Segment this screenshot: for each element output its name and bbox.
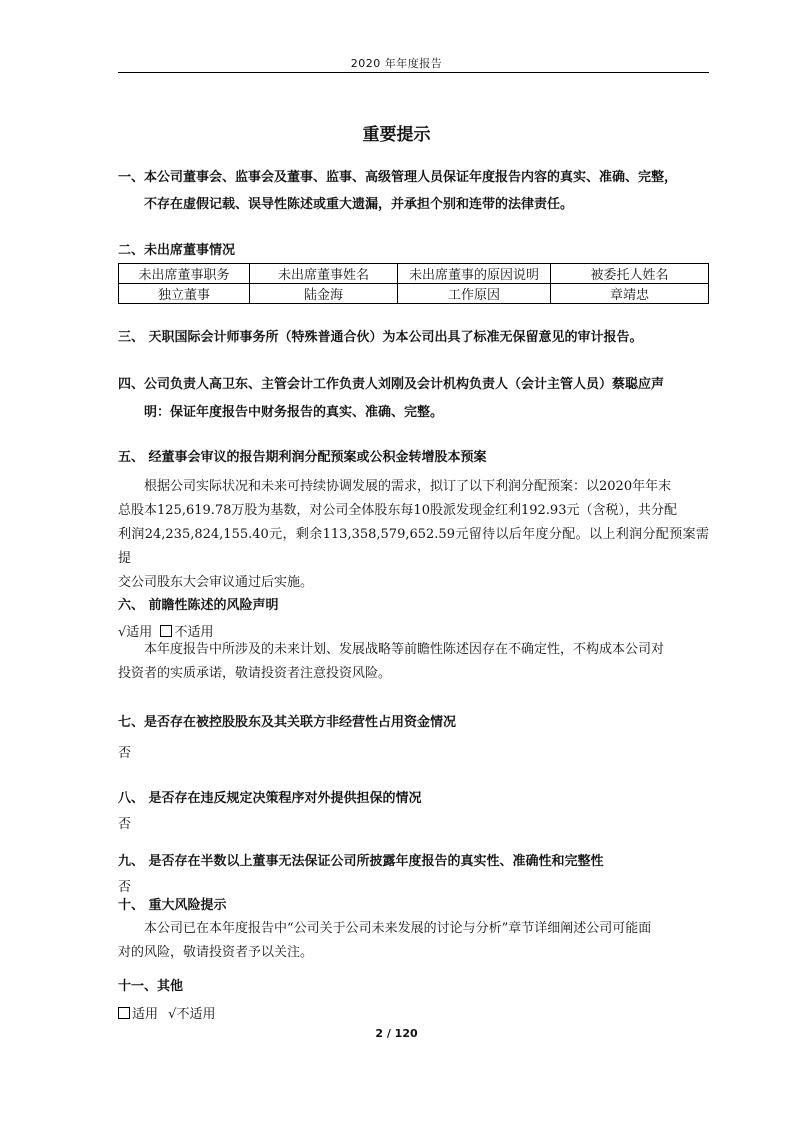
section-5-line: 总股本125,619.78万股为基数，对公司全体股东每10股派发现金红利192.93元（含税），共分配 — [118, 503, 677, 518]
check-mark-icon: √ — [118, 625, 127, 640]
table-header-cell: 未出席董事的原因说明 — [398, 264, 551, 284]
check-mark-icon: √ — [168, 1007, 177, 1022]
section-6-line: 本年度报告中所涉及的未来计划、发展战略等前瞻性陈述因存在不确定性，不构成本公司对 — [144, 642, 665, 657]
section-11-options — [118, 1003, 215, 1022]
section-11-heading: 十一、其他 — [118, 979, 184, 994]
page-title: 重要提示 — [362, 125, 431, 145]
section-10-heading: 十、 重大风险提示 — [118, 898, 227, 913]
option-not-applicable-label: 不适用 — [174, 625, 214, 640]
section-6-heading: 六、 前瞻性陈述的风险声明 — [118, 598, 279, 613]
section-7-heading: 七、是否存在被控股股东及其关联方非经营性占用资金情况 — [118, 715, 457, 730]
section-4-line-1: 四、公司负责人高卫东、主管会计工作负责人刘刚及会计机构负责人（会计主管人员）蔡聪应声 — [118, 377, 665, 392]
section-2-heading: 二、未出席董事情况 — [118, 243, 236, 258]
section-5-line: 交公司股东大会审议通过后实施。 — [118, 575, 314, 590]
section-10-body — [118, 917, 709, 965]
table-header-cell: 被委托人姓名 — [551, 264, 709, 284]
table-header-row — [119, 264, 709, 284]
empty-checkbox-icon — [160, 625, 172, 637]
section-7-answer: 否 — [118, 746, 132, 761]
section-10-line: 本公司已在本年度报告中“公司关于公司未来发展的讨论与分析”章节详细阐述公司可能面 — [144, 921, 652, 936]
section-6-body — [118, 638, 709, 686]
section-5-body — [118, 475, 709, 595]
section-6-line: 投资者的实质承诺，敬请投资者注意投资风险。 — [118, 666, 392, 681]
option-applicable-label: 适用 — [126, 625, 153, 640]
table-cell: 陆金海 — [250, 284, 398, 304]
section-9-answer: 否 — [118, 880, 132, 895]
section-8-heading: 八、 是否存在违反规定决策程序对外提供担保的情况 — [118, 791, 422, 806]
section-8-answer: 否 — [118, 817, 132, 832]
table-cell: 章靖忠 — [551, 284, 709, 304]
table-cell: 工作原因 — [398, 284, 551, 304]
empty-checkbox-icon — [118, 1007, 130, 1019]
option-applicable-label: 适用 — [132, 1007, 159, 1022]
section-5-line: 利润24,235,824,155.40元，剩余113,358,579,652.59元留待以后年度分配。以上利润分配预案需提 — [118, 527, 709, 566]
section-3-text: 三、 天职国际会计师事务所（特殊普通合伙）为本公司出具了标准无保留意见的审计报告。 — [118, 330, 643, 345]
absent-directors-table — [118, 263, 709, 304]
page-number: 2 / 120 — [375, 1027, 418, 1040]
table-header-cell: 未出席董事职务 — [119, 264, 250, 284]
table-row — [119, 284, 709, 304]
section-10-line: 对的风险，敬请投资者予以关注。 — [118, 945, 314, 960]
section-4-line-2: 明：保证年度报告中财务报告的真实、准确、完整。 — [144, 405, 444, 420]
running-header: 2020 年年度报告 — [350, 57, 443, 70]
section-9-heading: 九、 是否存在半数以上董事无法保证公司所披露年度报告的真实性、准确性和完整性 — [118, 854, 604, 869]
table-header-cell: 未出席董事姓名 — [250, 264, 398, 284]
table-cell: 独立董事 — [119, 284, 250, 304]
section-1-line-2: 不存在虚假记载、误导性陈述或重大遗漏，并承担个别和连带的法律责任。 — [144, 197, 574, 212]
section-1-line-1: 一、本公司董事会、监事会及董事、监事、高级管理人员保证年度报告内容的真实、准确、完整， — [118, 170, 678, 185]
section-5-heading: 五、 经董事会审议的报告期利润分配预案或公积金转增股本预案 — [118, 450, 487, 465]
option-not-applicable-label: 不适用 — [176, 1007, 216, 1022]
header-divider — [118, 72, 709, 73]
section-5-line: 根据公司实际状况和未来可持续协调发展的需求，拟订了以下利润分配预案：以2020年年末 — [144, 479, 672, 494]
